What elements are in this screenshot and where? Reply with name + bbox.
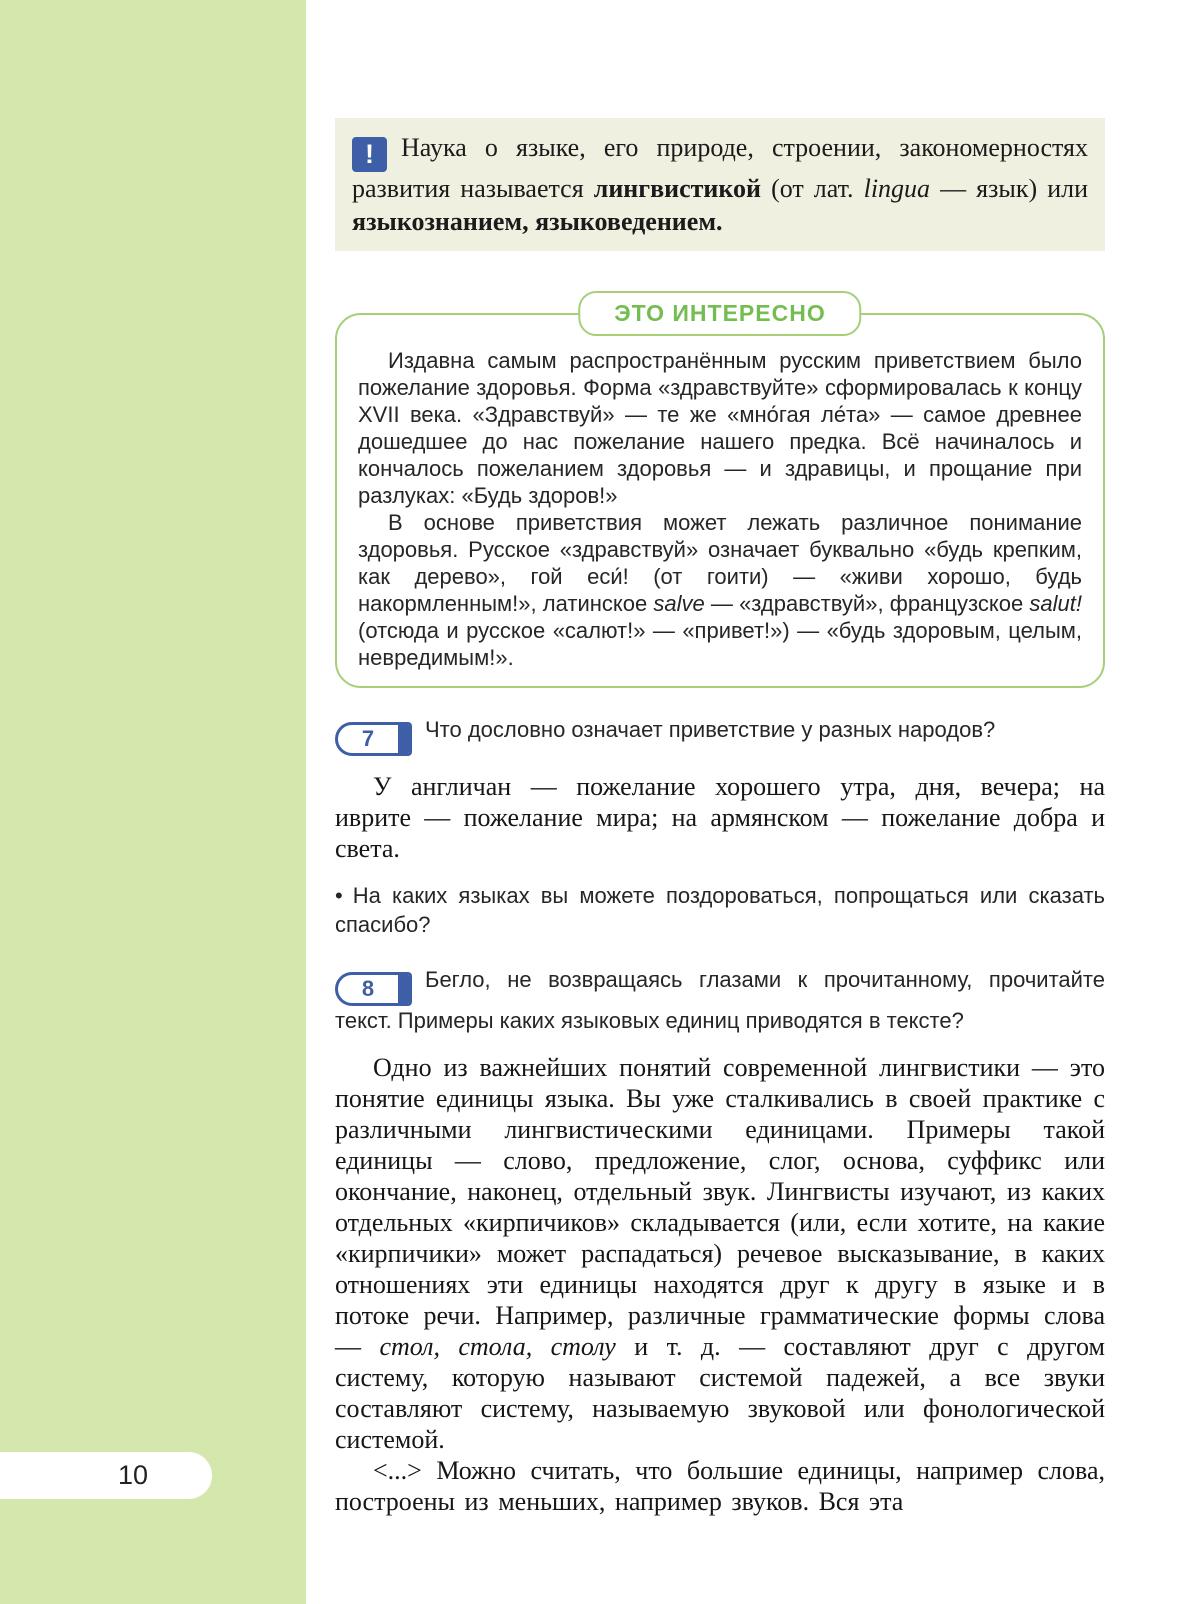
exercise-8-number: 8 <box>361 976 375 1001</box>
exclamation-icon: ! <box>352 137 387 172</box>
bullet-question <box>335 881 1105 939</box>
page-number: 10 <box>118 1460 149 1490</box>
body-paragraph: Одно из важнейших понятий современной лингвистики — это понятие единицы языка. Вы уже сталкивались в своей практике с различными лингвистическими единицами. Примеры такой единицы — слово, предложение, слог, основа, суффикс или окончание, наконец, отдельный звук. Лингвисты изучают, из каких отдельных «кирпичиков» складывается (или, если хотите, на какие «кирпичики» может распадаться) речевое высказывание, в каких отношениях эти единицы находятся друг к другу в языке и в потоке речи. Например, различные грамматические формы слова — стол, стола, столу и т. д. — составляют друг с другом систему, которую называют системой падежей, а все звуки составляют систему, называемую звуковой или фонологической системой. <box>335 1053 1105 1454</box>
interesting-paragraph: Издавна самым распространённым русским приветствием было пожелание здоровья. Форма «здравствуйте» сформировалась к концу XVII века. «Здравствуй» — те же «мно́гая ле́та» — самое древнее дошедшее до нас пожелание нашего предка. Всё начиналось и кончалось пожеланием здоровья — и здравицы, и прощание при разлуках: «Будь здоров!» <box>358 348 1082 508</box>
exercise-8-badge <box>335 972 412 1006</box>
interesting-box <box>335 300 1105 688</box>
rule-box <box>335 118 1105 251</box>
exercise-7-badge <box>335 722 412 756</box>
bullet-question-text: На каких языках вы можете поздороваться, попрощаться или сказать спасибо? <box>335 883 1105 937</box>
exercise-7-number: 7 <box>361 726 375 751</box>
exercise-badge-bar <box>398 975 409 1003</box>
page-number-pill <box>0 1452 212 1499</box>
exercise-8-task: Бегло, не возвращаясь глазами к прочитанному, прочитайте текст. Примеры каких языковых единиц приводятся в тексте? <box>335 967 1105 1033</box>
bullet-icon: • <box>335 883 343 908</box>
interesting-box-title: ЭТО ИНТЕРЕСНО <box>578 291 861 336</box>
interesting-paragraph: В основе приветствия может лежать различное понимание здоровья. Русское «здравствуй» означает буквально «будь крепким, как дерево», гой еси́! (от гоити) — «живи хорошо, будь накормленным!», латинское salve — «здравствуй», французское salut! (отсюда и русское «салют!» — «привет!») — «будь здоровым, целым, невредимым!». <box>358 510 1082 670</box>
body-paragraph: <...> Можно считать, что большие единицы, например слова, построены из меньших, например звуков. Вся эта <box>335 1456 1105 1516</box>
left-margin-sidebar <box>0 0 306 1604</box>
exercise-7 <box>335 715 1105 756</box>
exercise-8 <box>335 965 1105 1035</box>
rule-text: Наука о языке, его природе, строении, закономерностях развития называется лингвистикой (от лат. lingua — язык) или языкознанием, языковедением. <box>352 133 1088 236</box>
exercise-7-task: Что дословно означает приветствие у разных народов? <box>425 717 996 742</box>
answer-paragraph: У англичан — пожелание хорошего утра, дня, вечера; на иврите — пожелание мира; на армянском — пожелание добра и света. <box>335 772 1105 863</box>
exercise-badge-bar <box>398 725 409 753</box>
page-content <box>306 0 1200 1604</box>
